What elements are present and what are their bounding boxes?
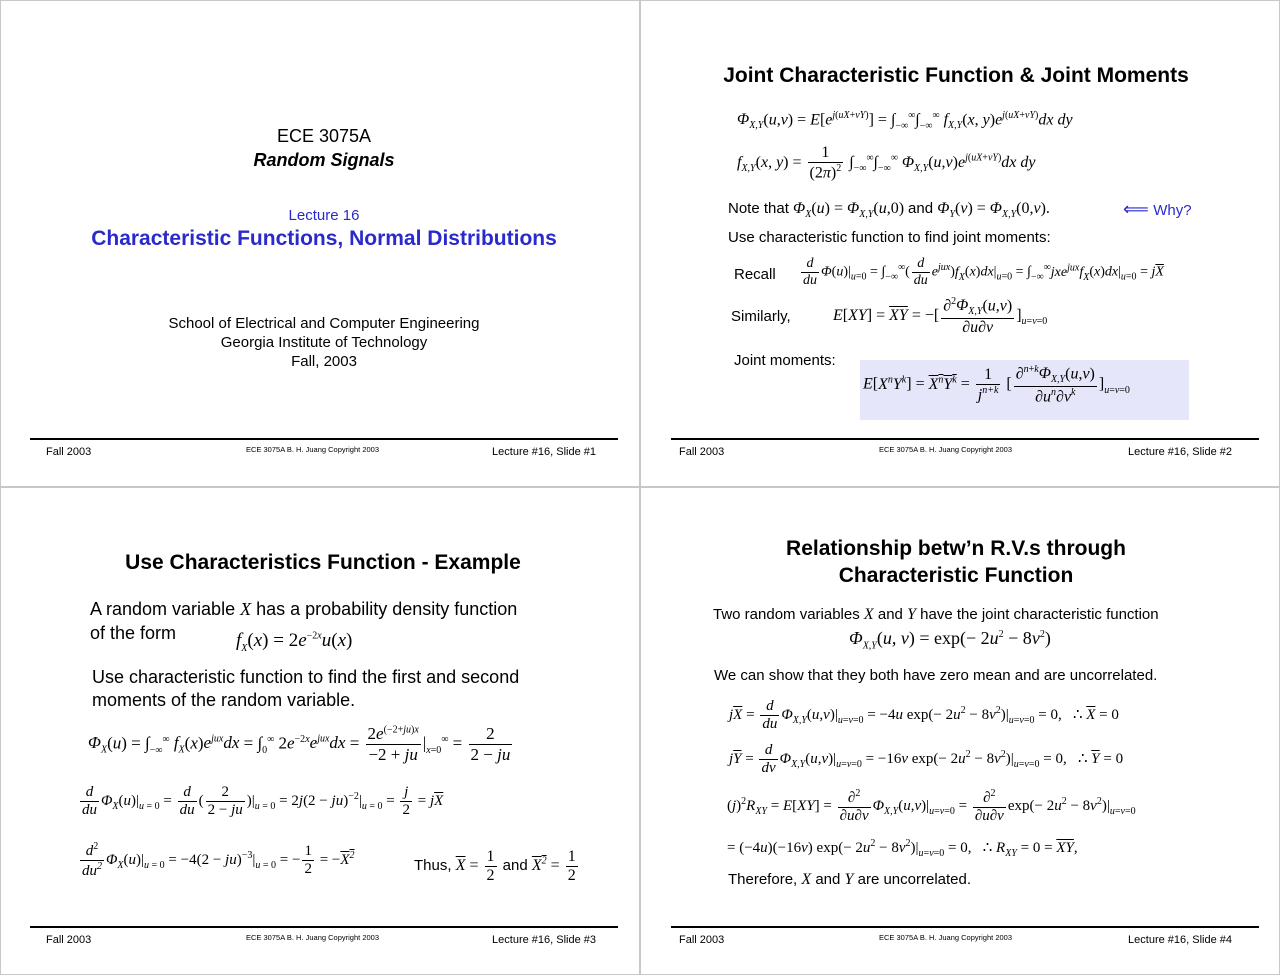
footer-left: Fall 2003 [679, 446, 725, 458]
why-text: Why? [1153, 202, 1192, 219]
show-text: We can show that they both have zero mean and are uncorrelated. [714, 667, 1158, 684]
footer-left: Fall 2003 [679, 934, 725, 946]
para2-b: moments of the random variable. [92, 690, 356, 710]
recall-label: Recall [734, 266, 776, 283]
equation-pdf: $f_X(x) = 2e^{-2x}u(x)$ [236, 630, 353, 654]
equation-mean-x: $j\overline{X}$ = $\frac{d}{du}$ $\Phi_{X,Y}(u,v)|_{u=v=0} = -4u$ $\exp(- 2u^2 - 8v^2)|_{u=v=0} = 0$, ∴ $\overline{X} = 0$ [729, 698, 1119, 732]
footer-right: Lecture #16, Slide #1 [492, 446, 596, 458]
term: Fall, 2003 [291, 353, 357, 370]
note-line: Note that $\Phi_X(u) = \Phi_{X,Y}(u,0)$ and $\Phi_Y(v) = \Phi_{X,Y}(0,v)$. [728, 200, 1050, 221]
equation-joint-moments: $E[X^nY^k] = X^nY^k$ = $\frac{1}{j^{n+k}}$ [ $\frac{\partial^{n+k}\Phi_{X,Y}(u,v)}{\partial u^n\partial v^k}$ ]$_{u=v=0}$ [863, 364, 1130, 405]
and-text: and [502, 857, 528, 875]
para1-c: of the form [90, 623, 177, 643]
para1-b: has a probability density function [256, 599, 518, 619]
slide-3 [0, 488, 638, 974]
footer-mid: ECE 3075A B. H. Juang Copyright 2003 [246, 445, 380, 454]
footer-right: Lecture #16, Slide #3 [492, 934, 596, 946]
footer-rule [30, 926, 618, 928]
use-text: Use characteristic function to find joint moments: [728, 229, 1051, 246]
equation-joint-cf: $\Phi_{X,Y}(u,v) = E[e^{j(uX+vY)}] = \int_{-\infty}^\infty\int_{-\infty}^\infty$ $f_{X,Y}(x$, $y)e^{j(uX+vY)}dx$ dy [737, 110, 1073, 132]
equation-mean-y: $j\overline{Y}$ = $\frac{d}{dv}$ $\Phi_{X,Y}(u,v)|_{u=v=0} = -16v$ $\exp(- 2u^2 - 8v^2)|_{u=v=0} = 0$, ∴ $\overline{Y} = 0$ [729, 742, 1124, 776]
course-title: Random Signals [253, 150, 395, 170]
therefore-b: and [815, 871, 841, 888]
para1-a: A random variable [90, 599, 236, 619]
footer-rule [671, 926, 1259, 928]
therefore-line: Therefore, X and Y are uncorrelated. [728, 871, 972, 888]
intro-b: and [877, 606, 903, 623]
why-note [1123, 199, 1192, 220]
slide-4 [641, 488, 1279, 974]
footer-right: Lecture #16, Slide #2 [1128, 446, 1232, 458]
school-name: School of Electrical and Computer Engineering [168, 315, 480, 332]
equation-first-derivative: $\frac{d}{du}$ $\Phi_X(u)|_{u = 0}$ = $\frac{d}{du}$ ( $\frac{2}{2 - ju}$ )$|_{u = 0} = 2j(2 - ju)^{-2}|_{u = 0}$ = $\frac{j}{2}$ = $j\overline{X}$ [82, 784, 444, 818]
intro-a: Two random variables [713, 606, 860, 623]
footer-mid: ECE 3075A B. H. Juang Copyright 2003 [879, 445, 1013, 454]
equation-similarly: $E[XY] = \overline{XY}$ = −[ $\frac{\partial^2\Phi_{X,Y}(u,v)}{\partial u\partial v}$ ]$_{u=v=0}$ [833, 296, 1048, 336]
therefore-a: Therefore, [728, 871, 798, 888]
para2-a: Use characteristic function to find the first and second [92, 667, 520, 687]
slide-title-line1: Relationship betw’n R.V.s through [786, 537, 1126, 560]
equation-correlation: $(j)^2R_{XY} = E[XY]$ = $\frac{\partial^2}{\partial u\partial v}$ $\Phi_{X,Y}(u,v)|_{u=v=0}$ = $\frac{\partial^2}{\partial u\partial v}$ $\exp(- 2u^2 - 8v^2)|_{u=v=0}$ [727, 788, 1136, 824]
slide-title: Joint Characteristic Function & Joint Moments [723, 64, 1189, 87]
thus-result: Thus, $\overline{X}$ = $\frac{1}{2}$ and $X^2$ = $\frac{1}{2}$ [414, 848, 576, 884]
footer-mid: ECE 3075A B. H. Juang Copyright 2003 [879, 933, 1013, 942]
footer-rule [30, 438, 618, 440]
joint-moments-label: Joint moments: [734, 352, 836, 369]
slide-2 [641, 0, 1279, 486]
footer-left: Fall 2003 [46, 446, 92, 458]
footer-left: Fall 2003 [46, 934, 92, 946]
equation-cf: $\Phi_X(u) = \int_{-\infty}^\infty$ $f_X(x)e^{jux}dx = \int_0^\infty$ $2e^{-2x}e^{jux}dx$ = $\frac{2e^{(-2+ju)x}}{-2 + ju}$ $|_{x=0}^\infty$ = $\frac{2}{2 - ju}$ [88, 724, 511, 764]
footer-right: Lecture #16, Slide #4 [1128, 934, 1232, 946]
equation-correlation-result: = (−4u)(−16v) $\exp(- 2u^2 - 8v^2)|_{u=v=0} = 0$, ∴ $R_{XY} = 0 = \overline{XY}$, [727, 838, 1078, 859]
slide-title: Use Characteristics Function - Example [125, 551, 521, 574]
and-text: and [908, 200, 934, 217]
institute-name: Georgia Institute of Technology [220, 334, 428, 351]
para1-line1: A random variable X has a probability density function [90, 599, 518, 619]
intro-c: have the joint characteristic function [920, 606, 1159, 623]
lecture-number: Lecture 16 [288, 207, 360, 224]
footer-mid: ECE 3075A B. H. Juang Copyright 2003 [246, 933, 380, 942]
intro-line: Two random variables X and Y have the joint characteristic function [713, 606, 1159, 623]
equation-joint-cf: $\Phi_{X,Y}(u$, $v) = \exp(- 2u^2 - 8v^2)$ [849, 628, 1051, 652]
therefore-c: are uncorrelated. [857, 871, 972, 888]
equation-recall: $\frac{d}{du}$ $\Phi(u)|_{u=0} = \int_{-\infty}^\infty$( $\frac{d}{du}$ $e^{jux})f_X(x)dx|_{u=0} = \int_{-\infty}^\infty jxe^{jux}f_X(x)dx|_{u=0} = j\overline{X}$ [803, 256, 1164, 288]
slide-title-line2: Characteristic Function [838, 564, 1074, 587]
note-label: Note that [728, 200, 789, 217]
equation-second-derivative: $\frac{d^2}{du^2}$ $\Phi_X(u)|_{u = 0} = -4(2 - ju)^{-3}|_{u = 0}$ = − $\frac{1}{2}$ = $-X^2$ [82, 841, 355, 879]
footer-rule [671, 438, 1259, 440]
slide-1 [0, 0, 638, 486]
thus-label: Thus, [414, 857, 452, 875]
left-arrow-icon: ⟸ [1123, 199, 1149, 219]
equation-inverse: $f_{X,Y}(x$, y) = $\frac{1}{(2\pi)^2}$ $\int_{-\infty}^\infty\int_{-\infty}^\infty$ $\Phi_{X,Y}(u,v)e^{j(uX+vY)}dx$ dy [737, 144, 1036, 182]
course-code: ECE 3075A [276, 126, 372, 146]
similarly-label: Similarly, [731, 308, 791, 325]
lecture-title: Characteristic Functions, Normal Distributions [91, 227, 557, 250]
